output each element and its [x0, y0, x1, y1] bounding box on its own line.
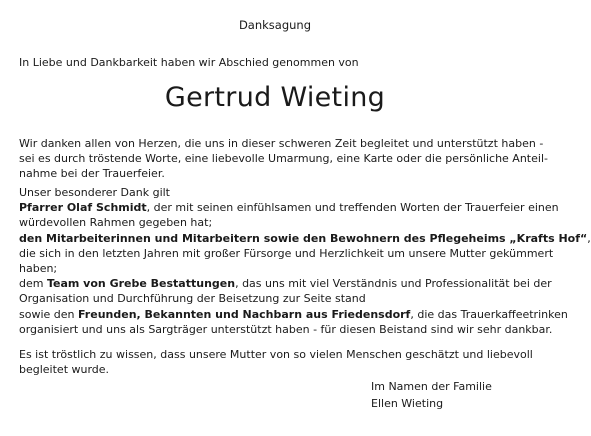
funeral-home: Team von Grebe Bestattungen [46, 277, 236, 291]
pastor-name: Pfarrer Olaf Schmidt [19, 201, 147, 215]
text-line: haben; [19, 262, 58, 276]
text-line [19, 276, 552, 291]
text-fragment: , das uns mit viel Verständnis und Professionalität bei der [235, 277, 552, 291]
text-line: würdevollen Rahmen gegeben hat; [19, 216, 213, 230]
text-line: Wir danken allen von Herzen, die uns in dieser schweren Zeit begleitet und unterstützt haben - [19, 137, 544, 150]
text-line: die sich in den letzten Jahren mit großer Fürsorge und Herzlichkeit um unsere Mutter gekümmert [19, 246, 554, 260]
heading: Danksagung [238, 18, 312, 32]
text-line: organisiert und uns als Sargträger unterstützt haben - für diesen Beistand sind wir sehr dankbar. [19, 322, 553, 336]
paragraph-thanks [19, 136, 548, 182]
text-line [19, 231, 591, 246]
signature-line: Im Namen der Familie [371, 380, 492, 393]
paragraph-special-thanks [19, 185, 591, 337]
friends-neighbors: Freunden, Bekannten und Nachbarn aus Friedensdorf [78, 307, 411, 321]
deceased-name: Gertrud Wieting [164, 82, 386, 113]
text-fragment: , [587, 231, 591, 245]
text-line [19, 307, 568, 322]
text-line: Es ist tröstlich zu wissen, dass unsere Mutter von so vielen Menschen geschätzt und liebevoll [19, 348, 533, 361]
text-fragment: sowie den [19, 307, 78, 321]
text-fragment: , der mit seinen einfühlsamen und treffenden Worten der Trauerfeier einen [146, 201, 559, 215]
text-line: nahme bei der Trauerfeier. [19, 167, 165, 181]
text-fragment: , die das Trauerkaffeetrinken [410, 307, 568, 321]
paragraph-closing [19, 347, 534, 377]
intro-line: In Liebe und Dankbarkeit haben wir Abschied genommen von [19, 56, 359, 69]
text-line: Organisation und Durchführung der Beisetzung zur Seite stand [19, 292, 366, 306]
text-line: sei es durch tröstende Worte, eine liebevolle Umarmung, eine Karte oder die persönliche Anteil- [19, 152, 548, 166]
text-line: Unser besonderer Dank gilt [19, 186, 170, 199]
care-home-staff: den Mitarbeiterinnen und Mitarbeitern sowie den Bewohnern des Pflegeheims „Krafts Hof“ [19, 231, 588, 245]
signer-name: Ellen Wieting [371, 396, 444, 410]
text-fragment: dem [19, 277, 47, 291]
text-line [19, 200, 559, 215]
text-line: begleitet wurde. [19, 363, 110, 377]
signature [371, 379, 492, 412]
